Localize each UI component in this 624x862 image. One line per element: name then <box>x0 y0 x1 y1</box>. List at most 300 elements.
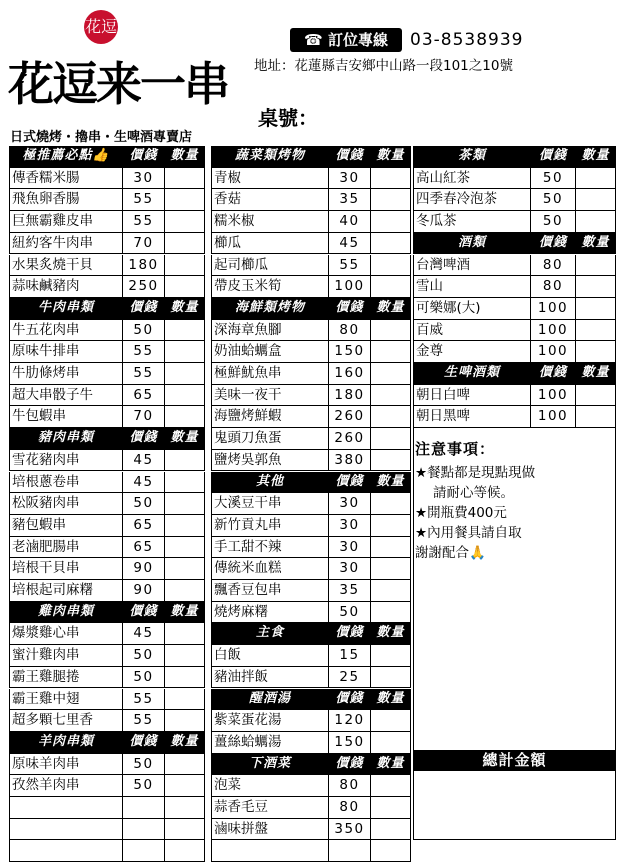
menu-item-name: 牛包蝦串 <box>9 406 123 428</box>
section-header: 其他 <box>211 472 329 494</box>
menu-item-price: 100 <box>531 406 576 428</box>
header <box>0 0 624 146</box>
notes-border-left <box>413 418 414 750</box>
menu-item-name: 蜜汁雞肉串 <box>9 645 123 667</box>
menu-item-row <box>9 537 205 558</box>
menu-item-price: 45 <box>123 472 165 494</box>
menu-grid <box>9 146 616 840</box>
total-amount-box <box>413 771 616 840</box>
menu-item-price: 30 <box>329 168 371 190</box>
quantity-cell[interactable] <box>371 797 411 819</box>
menu-item-row <box>413 168 616 189</box>
menu-item-row <box>211 428 411 449</box>
menu-item-row <box>9 580 205 601</box>
menu-item-row <box>9 385 205 406</box>
menu-item-price: 50 <box>531 168 576 190</box>
menu-item-price: 350 <box>329 819 371 841</box>
menu-item-name: 極鮮魷魚串 <box>211 363 329 385</box>
menu-item-row <box>9 493 205 514</box>
menu-item-row <box>211 602 411 623</box>
section-header-row <box>9 146 205 167</box>
menu-item-row <box>9 645 205 666</box>
section-header-row <box>413 233 616 254</box>
quantity-cell[interactable] <box>371 276 411 298</box>
menu-item-name: 雪花豬肉串 <box>9 450 123 472</box>
note-line: 請耐心等候。 <box>433 485 514 501</box>
section-header: 極推薦必點👍 <box>9 146 123 168</box>
menu-item-row <box>413 298 616 319</box>
menu-item-row <box>9 472 205 493</box>
menu-item-name: 孜然羊肉串 <box>9 775 123 797</box>
menu-item-name: 牛肋條烤串 <box>9 363 123 385</box>
section-header-row <box>9 732 205 753</box>
quantity-column-header: 數量 <box>371 472 411 494</box>
menu-item-price: 55 <box>123 211 165 233</box>
menu-item-price: 180 <box>329 385 371 407</box>
menu-item-price: 45 <box>329 233 371 255</box>
price-column-header: 價錢 <box>123 602 165 624</box>
menu-item-row <box>413 385 616 406</box>
notes-border-right <box>615 418 616 750</box>
quantity-cell[interactable] <box>371 602 411 624</box>
quantity-cell[interactable] <box>165 255 205 277</box>
menu-item-name: 原味牛排串 <box>9 341 123 363</box>
menu-item-name: 豬油拌飯 <box>211 667 329 689</box>
quantity-column-header: 數量 <box>165 298 205 320</box>
menu-item-row <box>211 406 411 427</box>
section-header-row <box>9 298 205 319</box>
menu-item-price: 30 <box>329 515 371 537</box>
quantity-cell[interactable] <box>165 450 205 472</box>
quantity-cell[interactable] <box>371 732 411 754</box>
menu-item-name: 蒜香毛豆 <box>211 797 329 819</box>
quantity-cell[interactable] <box>371 363 411 385</box>
price-column-header: 價錢 <box>531 146 576 168</box>
menu-item-price: 55 <box>123 189 165 211</box>
menu-item-price: 50 <box>531 211 576 233</box>
menu-item-name <box>9 819 123 841</box>
quantity-cell[interactable] <box>371 645 411 667</box>
menu-item-price: 80 <box>329 775 371 797</box>
quantity-cell[interactable] <box>165 754 205 776</box>
price-column-header: 價錢 <box>531 233 576 255</box>
menu-item-row <box>9 450 205 471</box>
quantity-cell[interactable] <box>165 515 205 537</box>
price-column-header: 價錢 <box>123 732 165 754</box>
price-column-header: 價錢 <box>123 428 165 450</box>
menu-item-row <box>9 233 205 254</box>
menu-item-row <box>413 211 616 232</box>
quantity-cell[interactable] <box>371 667 411 689</box>
quantity-cell[interactable] <box>165 775 205 797</box>
menu-item-price: 180 <box>123 255 165 277</box>
menu-item-row <box>9 840 205 861</box>
menu-item-row <box>211 840 411 861</box>
price-column-header: 價錢 <box>123 146 165 168</box>
quantity-cell[interactable] <box>165 645 205 667</box>
menu-item-name: 霸王雞腿捲 <box>9 667 123 689</box>
menu-item-name: 鹽烤吳郭魚 <box>211 450 329 472</box>
menu-item-row <box>413 255 616 276</box>
menu-item-name: 飛魚卵香腸 <box>9 189 123 211</box>
menu-item-name: 泡菜 <box>211 775 329 797</box>
quantity-cell[interactable] <box>371 515 411 537</box>
menu-item-row <box>211 168 411 189</box>
notes-title: 注意事項： <box>415 440 496 458</box>
quantity-column-header: 數量 <box>371 689 411 711</box>
menu-item-row <box>9 515 205 536</box>
menu-item-name: 培根蔥卷串 <box>9 472 123 494</box>
menu-item-name: 台灣啤酒 <box>413 255 531 277</box>
quantity-cell[interactable] <box>165 840 205 862</box>
menu-item-price <box>123 797 165 819</box>
quantity-cell[interactable] <box>371 558 411 580</box>
menu-item-name: 傳香糯米腸 <box>9 168 123 190</box>
price-column-header: 價錢 <box>531 363 576 385</box>
menu-item-name: 雪山 <box>413 276 531 298</box>
menu-item-price: 55 <box>123 689 165 711</box>
quantity-cell[interactable] <box>371 255 411 277</box>
section-header: 海鮮類烤物 <box>211 298 329 320</box>
menu-item-price: 25 <box>329 667 371 689</box>
menu-item-name: 冬瓜茶 <box>413 211 531 233</box>
quantity-cell[interactable] <box>576 189 616 211</box>
quantity-cell[interactable] <box>165 819 205 841</box>
quantity-cell[interactable] <box>371 385 411 407</box>
section-header-row <box>211 623 411 644</box>
menu-item-name: 巨無霸雞皮串 <box>9 211 123 233</box>
menu-item-price: 380 <box>329 450 371 472</box>
menu-item-row <box>211 189 411 210</box>
menu-item-price <box>123 840 165 862</box>
address: 地址：花蓮縣吉安鄉中山路一段101之10號 <box>254 58 513 74</box>
menu-item-name: 原味羊肉串 <box>9 754 123 776</box>
menu-item-row <box>9 797 205 818</box>
menu-item-price: 15 <box>329 645 371 667</box>
menu-item-price: 65 <box>123 515 165 537</box>
section-header-row <box>211 754 411 775</box>
section-header: 羊肉串類 <box>9 732 123 754</box>
tagline: 日式燒烤・擼串・生啤酒專賣店 <box>10 130 193 145</box>
menu-item-row <box>211 819 411 840</box>
menu-item-name: 櫛瓜 <box>211 233 329 255</box>
menu-item-name: 美味一夜干 <box>211 385 329 407</box>
menu-item-price: 70 <box>123 233 165 255</box>
section-header-row <box>9 428 205 449</box>
menu-item-name: 四季春冷泡茶 <box>413 189 531 211</box>
quantity-column-header: 數量 <box>165 146 205 168</box>
quantity-cell[interactable] <box>576 385 616 407</box>
menu-item-name: 百威 <box>413 320 531 342</box>
quantity-cell[interactable] <box>165 558 205 580</box>
section-header: 茶類 <box>413 146 531 168</box>
menu-item-price: 100 <box>531 298 576 320</box>
quantity-cell[interactable] <box>371 428 411 450</box>
menu-item-price: 100 <box>531 320 576 342</box>
section-header-row <box>413 146 616 167</box>
menu-item-price: 65 <box>123 537 165 559</box>
menu-item-price: 30 <box>123 168 165 190</box>
quantity-cell[interactable] <box>371 189 411 211</box>
quantity-cell[interactable] <box>165 537 205 559</box>
quantity-cell[interactable] <box>371 320 411 342</box>
quantity-column-header: 數量 <box>576 363 616 385</box>
menu-item-price: 65 <box>123 385 165 407</box>
menu-item-row <box>9 689 205 710</box>
menu-item-name: 新竹貢丸串 <box>211 515 329 537</box>
menu-item-price: 260 <box>329 428 371 450</box>
menu-item-price: 90 <box>123 558 165 580</box>
menu-item-name: 金尊 <box>413 341 531 363</box>
menu-item-price: 50 <box>123 320 165 342</box>
menu-item-row <box>211 255 411 276</box>
price-column-header: 價錢 <box>329 146 371 168</box>
quantity-cell[interactable] <box>371 840 411 862</box>
quantity-cell[interactable] <box>165 797 205 819</box>
quantity-cell[interactable] <box>165 168 205 190</box>
menu-item-name: 培根干貝串 <box>9 558 123 580</box>
section-header-row <box>211 689 411 710</box>
menu-item-name: 朝日白啤 <box>413 385 531 407</box>
menu-item-name: 紫菜蛋花湯 <box>211 710 329 732</box>
quantity-cell[interactable] <box>576 406 616 428</box>
menu-item-row <box>413 189 616 210</box>
menu-item-price: 55 <box>329 255 371 277</box>
note-line: 謝謝配合🙏 <box>415 545 486 561</box>
price-column-header: 價錢 <box>329 298 371 320</box>
menu-item-price: 80 <box>531 255 576 277</box>
menu-item-price: 50 <box>531 189 576 211</box>
menu-item-name: 超多顆七里香 <box>9 710 123 732</box>
quantity-column-header: 數量 <box>371 146 411 168</box>
quantity-column-header: 數量 <box>165 428 205 450</box>
menu-item-price: 40 <box>329 211 371 233</box>
menu-item-row <box>211 493 411 514</box>
quantity-cell[interactable] <box>371 493 411 515</box>
quantity-cell[interactable] <box>576 255 616 277</box>
menu-item-name: 糯米椒 <box>211 211 329 233</box>
quantity-cell[interactable] <box>371 819 411 841</box>
menu-item-row <box>413 341 616 362</box>
menu-item-name: 奶油蛤蠣盒 <box>211 341 329 363</box>
menu-item-name: 白飯 <box>211 645 329 667</box>
price-column-header: 價錢 <box>123 298 165 320</box>
menu-item-price: 90 <box>123 580 165 602</box>
quantity-cell[interactable] <box>165 689 205 711</box>
section-header-row <box>9 602 205 623</box>
menu-item-row <box>413 320 616 341</box>
menu-item-name: 霸王雞中翅 <box>9 689 123 711</box>
section-header: 醒酒湯 <box>211 689 329 711</box>
quantity-cell[interactable] <box>371 710 411 732</box>
menu-item-name: 薑絲蛤蠣湯 <box>211 732 329 754</box>
hotline-label: ☎ 訂位專線 <box>290 28 402 52</box>
menu-item-row <box>9 276 205 297</box>
menu-item-row <box>211 732 411 753</box>
menu-item-name: 香菇 <box>211 189 329 211</box>
quantity-column-header: 數量 <box>371 623 411 645</box>
quantity-cell[interactable] <box>165 472 205 494</box>
menu-item-price: 50 <box>123 493 165 515</box>
quantity-cell[interactable] <box>576 276 616 298</box>
quantity-cell[interactable] <box>576 341 616 363</box>
menu-item-row <box>211 363 411 384</box>
menu-item-name <box>211 840 329 862</box>
section-header-row <box>211 298 411 319</box>
quantity-cell[interactable] <box>165 276 205 298</box>
quantity-cell[interactable] <box>576 168 616 190</box>
menu-item-price: 80 <box>329 797 371 819</box>
quantity-column-header: 數量 <box>576 146 616 168</box>
quantity-cell[interactable] <box>165 385 205 407</box>
menu-item-name: 海鹽烤鮮蝦 <box>211 406 329 428</box>
quantity-cell[interactable] <box>576 320 616 342</box>
menu-item-row <box>9 406 205 427</box>
menu-item-name: 培根起司麻糬 <box>9 580 123 602</box>
phone-number: 03-8538939 <box>410 30 524 50</box>
menu-item-row <box>211 775 411 796</box>
menu-item-name <box>9 840 123 862</box>
quantity-cell[interactable] <box>165 406 205 428</box>
menu-item-row <box>211 710 411 731</box>
menu-item-name: 深海章魚腳 <box>211 320 329 342</box>
logo <box>8 8 248 120</box>
quantity-cell[interactable] <box>165 341 205 363</box>
note-line: ★內用餐具請自取 <box>415 525 522 541</box>
menu-item-price: 30 <box>329 493 371 515</box>
quantity-cell[interactable] <box>165 320 205 342</box>
menu-item-row <box>9 211 205 232</box>
price-column-header: 價錢 <box>329 754 371 776</box>
price-column-header: 價錢 <box>329 623 371 645</box>
menu-item-price: 55 <box>123 341 165 363</box>
menu-item-price: 120 <box>329 710 371 732</box>
quantity-cell[interactable] <box>371 580 411 602</box>
quantity-cell[interactable] <box>165 211 205 233</box>
quantity-cell[interactable] <box>165 623 205 645</box>
quantity-cell[interactable] <box>371 211 411 233</box>
quantity-column-header: 數量 <box>576 233 616 255</box>
menu-item-name: 朝日黑啤 <box>413 406 531 428</box>
quantity-column-header: 數量 <box>165 602 205 624</box>
notes-section <box>415 438 615 563</box>
menu-item-name: 老滷肥腸串 <box>9 537 123 559</box>
menu-item-name: 牛五花肉串 <box>9 320 123 342</box>
quantity-cell[interactable] <box>165 363 205 385</box>
menu-item-row <box>211 211 411 232</box>
quantity-cell[interactable] <box>165 580 205 602</box>
quantity-cell[interactable] <box>371 537 411 559</box>
quantity-column-header: 數量 <box>371 298 411 320</box>
menu-item-price: 150 <box>329 341 371 363</box>
menu-item-price: 45 <box>123 450 165 472</box>
section-header-row <box>211 472 411 493</box>
menu-item-row <box>211 580 411 601</box>
menu-item-price: 55 <box>123 710 165 732</box>
menu-item-name: 超大串骰子牛 <box>9 385 123 407</box>
menu-item-price: 50 <box>123 775 165 797</box>
menu-item-price: 70 <box>123 406 165 428</box>
menu-item-name: 松阪豬肉串 <box>9 493 123 515</box>
menu-item-price: 80 <box>329 320 371 342</box>
menu-item-name: 青椒 <box>211 168 329 190</box>
menu-item-name: 手工甜不辣 <box>211 537 329 559</box>
menu-item-price: 100 <box>531 341 576 363</box>
menu-item-row <box>413 406 616 427</box>
menu-item-row <box>211 450 411 471</box>
menu-item-row <box>211 537 411 558</box>
menu-item-row <box>211 233 411 254</box>
menu-item-price: 50 <box>123 645 165 667</box>
menu-item-row <box>211 558 411 579</box>
menu-item-name: 可樂娜(大) <box>413 298 531 320</box>
menu-item-price: 30 <box>329 537 371 559</box>
section-header: 主食 <box>211 623 329 645</box>
menu-item-row <box>211 515 411 536</box>
menu-item-row <box>211 276 411 297</box>
menu-item-row <box>9 320 205 341</box>
menu-item-row <box>9 775 205 796</box>
menu-item-price: 150 <box>329 732 371 754</box>
menu-item-price: 100 <box>531 385 576 407</box>
quantity-cell[interactable] <box>165 189 205 211</box>
note-line: ★餐點都是現點現做 <box>415 465 536 481</box>
quantity-cell[interactable] <box>165 667 205 689</box>
note-line: ★開瓶費400元 <box>415 505 507 521</box>
menu-item-price <box>123 819 165 841</box>
price-column-header: 價錢 <box>329 689 371 711</box>
menu-item-row <box>211 667 411 688</box>
menu-item-price: 55 <box>123 363 165 385</box>
section-header: 酒類 <box>413 233 531 255</box>
quantity-cell[interactable] <box>165 493 205 515</box>
table-number-label: 桌號： <box>258 106 318 130</box>
menu-item-name: 起司櫛瓜 <box>211 255 329 277</box>
quantity-cell[interactable] <box>371 450 411 472</box>
quantity-cell[interactable] <box>371 406 411 428</box>
quantity-cell[interactable] <box>371 168 411 190</box>
menu-item-price: 50 <box>329 602 371 624</box>
quantity-cell[interactable] <box>371 775 411 797</box>
quantity-column-header: 數量 <box>165 732 205 754</box>
section-header: 蔬菜類烤物 <box>211 146 329 168</box>
menu-item-row <box>211 385 411 406</box>
menu-item-name: 飄香豆包串 <box>211 580 329 602</box>
menu-item-name: 蒜味鹹豬肉 <box>9 276 123 298</box>
menu-item-name: 紐約客牛肉串 <box>9 233 123 255</box>
logo-mark: 花逗 <box>84 10 118 44</box>
menu-item-name: 鬼頭刀魚蛋 <box>211 428 329 450</box>
menu-item-name: 水果炙燒干貝 <box>9 255 123 277</box>
section-header: 生啤酒類 <box>413 363 531 385</box>
quantity-cell[interactable] <box>371 233 411 255</box>
quantity-cell[interactable] <box>371 341 411 363</box>
section-header: 下酒菜 <box>211 754 329 776</box>
menu-item-row <box>9 341 205 362</box>
quantity-cell[interactable] <box>165 233 205 255</box>
menu-item-row <box>9 168 205 189</box>
menu-item-row <box>9 667 205 688</box>
quantity-cell[interactable] <box>165 710 205 732</box>
quantity-cell[interactable] <box>576 298 616 320</box>
menu-item-price: 250 <box>123 276 165 298</box>
section-header: 雞肉串類 <box>9 602 123 624</box>
menu-item-row <box>9 819 205 840</box>
quantity-cell[interactable] <box>576 211 616 233</box>
menu-item-price: 45 <box>123 623 165 645</box>
section-header-row <box>413 363 616 384</box>
menu-item-row <box>9 558 205 579</box>
